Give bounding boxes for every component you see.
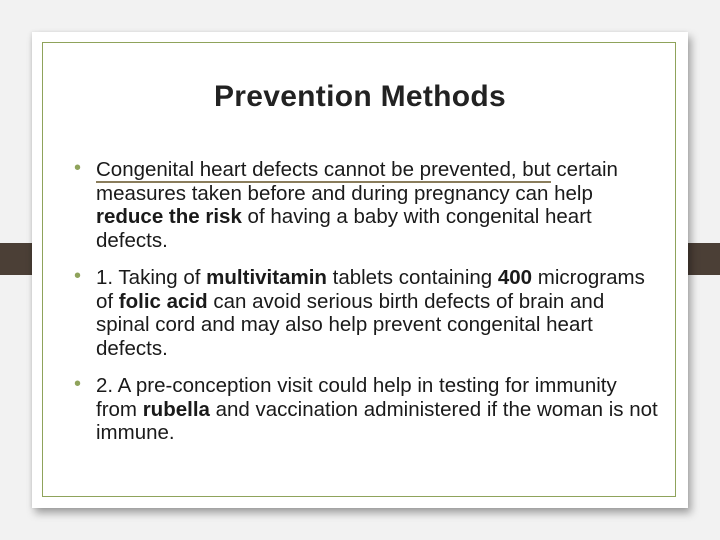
bullet-dot-icon: • [74,265,82,287]
bullet-text-bold: 400 [497,266,533,289]
bullet-text: micrograms of [96,266,645,313]
bullet-text-bold: folic acid [118,289,208,313]
bullet-text-bold: reduce the risk [96,205,242,228]
bullet-text-underlined: Congenital heart defects cannot be prevented, but [96,158,551,181]
slide-title: Prevention Methods [213,80,507,113]
bullet-dot-icon: • [74,157,82,179]
bullet-item-1 [72,158,662,252]
bullet-text: of having a baby with congenital heart defects. [96,205,592,252]
bullet-text: 1. Taking of [96,266,207,289]
bullet-text: tablets containing [326,266,498,289]
bullet-dot-icon: • [74,373,82,395]
bullet-text: certain measures taken before and during pregnancy can help [96,158,618,205]
bullet-item-3 [72,374,662,445]
bullet-text: 2. A pre-conception visit could help in testing for immunity from [96,374,617,421]
bullet-text: can avoid serious birth defects of brain and spinal cord and may also help prevent congenital heart defects. [96,289,605,360]
bullet-text: and vaccination administered if the woman is not immune. [96,397,658,444]
bullet-text-bold: multivitamin [206,266,327,289]
bullet-list [72,158,662,459]
bullet-text-bold: rubella [142,397,210,421]
bullet-item-2 [72,266,662,360]
